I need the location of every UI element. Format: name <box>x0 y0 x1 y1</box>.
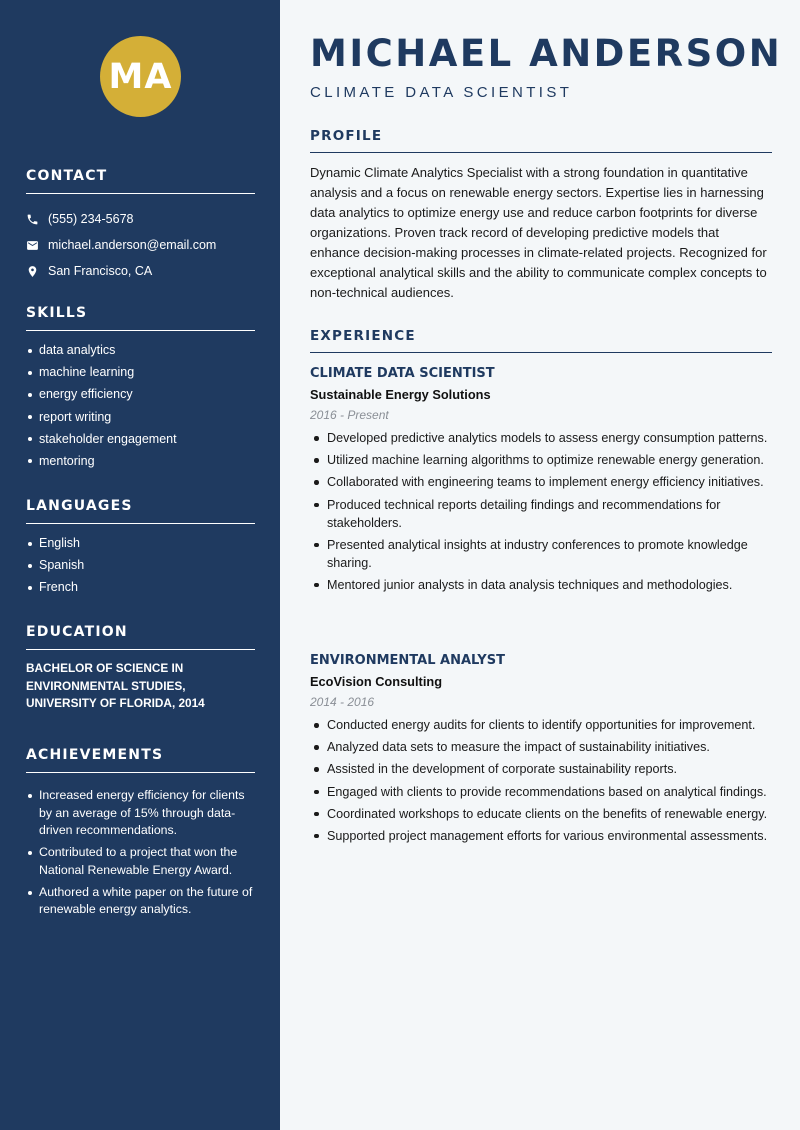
location-text: San Francisco, CA <box>48 264 153 278</box>
achievements-section <box>26 747 255 923</box>
list-item: Conducted energy audits for clients to identify opportunities for improvement. <box>310 716 772 734</box>
mail-icon <box>26 239 39 252</box>
contact-location <box>26 258 255 284</box>
position-title: ENVIRONMENTAL ANALYST <box>310 653 505 668</box>
list-item: Utilized machine learning algorithms to optimize renewable energy generation. <box>310 451 772 469</box>
profile-text: Dynamic Climate Analytics Specialist with a strong foundation in quantitative analysis and a focus on renewable energy sectors. Expertise lies in harnessing data analytics to optimize energy use and reduce carbon footprints for diverse organizations. Proven track record of developing predictive models that enhance decision-making processes in climate-related projects. Recognized for exceptional analytical skills and the ability to communicate complex concepts to non-technical audiences. <box>310 165 767 300</box>
list-item: French <box>26 576 255 598</box>
contact-heading: CONTACT <box>26 168 255 194</box>
job-title: CLIMATE DATA SCIENTIST <box>310 84 573 101</box>
languages-list <box>26 532 255 599</box>
list-item: Assisted in the development of corporate sustainability reports. <box>310 760 772 778</box>
responsibilities-list <box>310 716 772 845</box>
education-entry: BACHELOR OF SCIENCE IN ENVIRONMENTAL STUDIES, UNIVERSITY OF FLORIDA, 2014 <box>26 661 205 710</box>
list-item: Authored a white paper on the future of renewable energy analytics. <box>26 884 255 919</box>
languages-heading: LANGUAGES <box>26 498 255 524</box>
experience-heading: EXPERIENCE <box>310 328 772 353</box>
achievements-heading: ACHIEVEMENTS <box>26 747 255 773</box>
profile-heading: PROFILE <box>310 128 772 153</box>
list-item: data analytics <box>26 339 255 361</box>
list-item: Collaborated with engineering teams to implement energy efficiency initiatives. <box>310 473 772 491</box>
list-item: Developed predictive analytics models to assess energy consumption patterns. <box>310 429 772 447</box>
list-item: Spanish <box>26 554 255 576</box>
list-item: English <box>26 532 255 554</box>
email-text: michael.anderson@email.com <box>48 238 217 252</box>
list-item: report writing <box>26 406 255 428</box>
avatar <box>100 36 181 117</box>
list-item: Engaged with clients to provide recommendations based on analytical findings. <box>310 783 772 801</box>
education-heading: EDUCATION <box>26 624 255 650</box>
languages-section <box>26 498 255 599</box>
avatar-initials: MA <box>108 56 173 97</box>
list-item: Analyzed data sets to measure the impact of sustainability initiatives. <box>310 738 772 756</box>
employment-dates: 2016 - Present <box>310 408 389 422</box>
company-name: Sustainable Energy Solutions <box>310 387 491 402</box>
candidate-name: MICHAEL ANDERSON <box>310 32 783 75</box>
list-item: Increased energy efficiency for clients by an average of 15% through data-driven recommendations. <box>26 787 255 840</box>
list-item: mentoring <box>26 450 255 472</box>
sidebar <box>0 0 280 1130</box>
list-item: Contributed to a project that won the National Renewable Energy Award. <box>26 844 255 879</box>
contact-phone <box>26 206 255 232</box>
skills-section <box>26 305 255 472</box>
skills-list <box>26 339 255 472</box>
responsibilities-list <box>310 429 772 594</box>
experience-item <box>310 366 772 598</box>
position-title: CLIMATE DATA SCIENTIST <box>310 366 495 381</box>
list-item: Supported project management efforts for various environmental assessments. <box>310 827 772 845</box>
phone-text: (555) 234-5678 <box>48 212 134 226</box>
company-name: EcoVision Consulting <box>310 674 443 689</box>
list-item: energy efficiency <box>26 383 255 405</box>
list-item: machine learning <box>26 361 255 383</box>
achievements-list <box>26 787 255 919</box>
location-pin-icon <box>26 265 39 278</box>
education-section <box>26 624 255 713</box>
list-item: Coordinated workshops to educate clients on the benefits of renewable energy. <box>310 805 772 823</box>
employment-dates: 2014 - 2016 <box>310 695 375 709</box>
phone-icon <box>26 213 39 226</box>
list-item: Produced technical reports detailing findings and recommendations for stakeholders. <box>310 496 772 532</box>
experience-item <box>310 653 772 849</box>
list-item: stakeholder engagement <box>26 428 255 450</box>
contact-email <box>26 232 255 258</box>
list-item: Presented analytical insights at industry conferences to promote knowledge sharing. <box>310 536 772 572</box>
contact-section <box>26 168 255 284</box>
list-item: Mentored junior analysts in data analysis techniques and methodologies. <box>310 576 772 594</box>
skills-heading: SKILLS <box>26 305 255 331</box>
